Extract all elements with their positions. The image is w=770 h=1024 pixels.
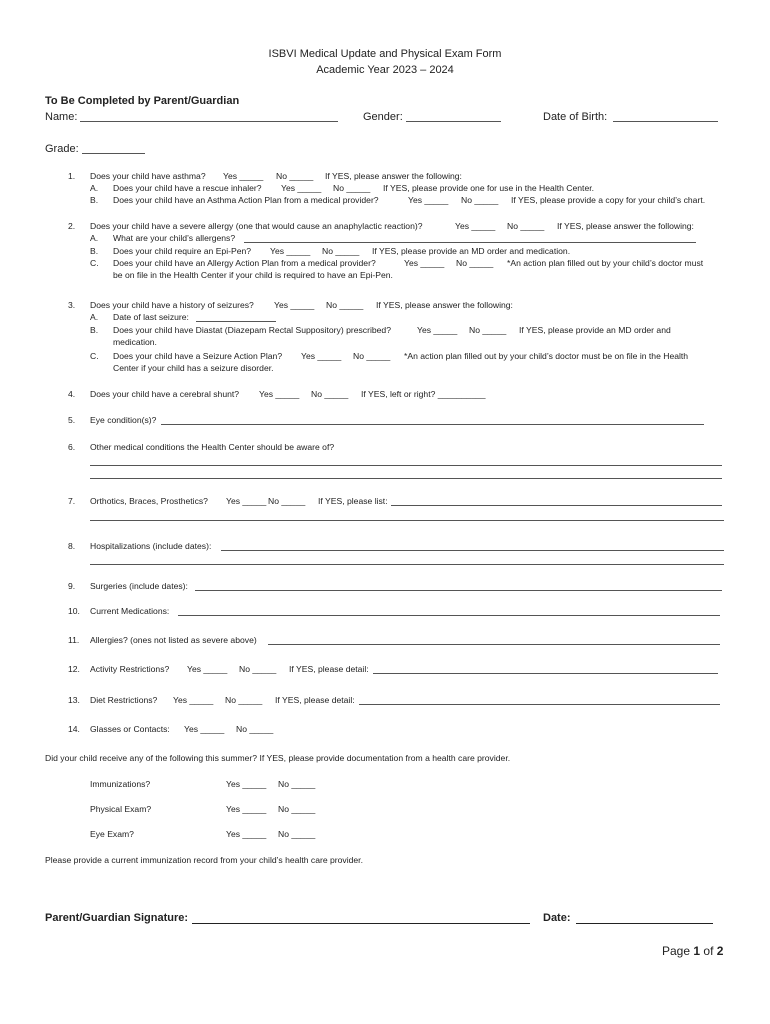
- signature-label: Parent/Guardian Signature:: [45, 912, 189, 924]
- q13-field[interactable]: [359, 704, 720, 705]
- q3-number: 3.: [68, 300, 76, 310]
- page-word: Page: [662, 944, 691, 958]
- q1b-yes[interactable]: Yes _____: [408, 195, 449, 205]
- q12-number: 12.: [68, 664, 80, 674]
- q7-ifyes: If YES, please list:: [318, 496, 388, 506]
- summer-physical-no[interactable]: No _____: [278, 804, 316, 814]
- date-field[interactable]: [576, 923, 713, 924]
- q3b-letter: B.: [90, 325, 99, 335]
- name-field[interactable]: [80, 121, 338, 122]
- q13-text: Diet Restrictions?: [90, 695, 158, 705]
- dob-label: Date of Birth:: [543, 111, 608, 123]
- q2-number: 2.: [68, 221, 76, 231]
- q2-ifyes: If YES, please answer the following:: [557, 221, 694, 231]
- summer-immunizations-no[interactable]: No _____: [278, 779, 316, 789]
- date-label: Date:: [543, 912, 571, 924]
- q13-no[interactable]: No _____: [225, 695, 263, 705]
- q2c-text: Does your child have an Allergy Action Plan from a medical provider?: [113, 258, 376, 268]
- q3c-no[interactable]: No _____: [353, 351, 391, 361]
- summer-item-immunizations: Immunizations?: [90, 779, 151, 789]
- q1-number: 1.: [68, 171, 76, 181]
- q1b-letter: B.: [90, 195, 99, 205]
- q2b-letter: B.: [90, 246, 99, 256]
- q2c-no[interactable]: No _____: [456, 258, 494, 268]
- q3a-letter: A.: [90, 312, 99, 322]
- q10-text: Current Medications:: [90, 606, 170, 616]
- page-indicator: [662, 944, 723, 958]
- name-label: Name:: [45, 111, 78, 123]
- q14-yes[interactable]: Yes _____: [184, 724, 225, 734]
- form-subtitle: Academic Year 2023 – 2024: [316, 64, 454, 76]
- q3-ifyes: If YES, please answer the following:: [376, 300, 513, 310]
- q12-ifyes: If YES, please detail:: [289, 664, 369, 674]
- summer-eye-exam-no[interactable]: No _____: [278, 829, 316, 839]
- q13-number: 13.: [68, 695, 80, 705]
- q3c-note: *An action plan filled out by your child’s doctor must be on file in the Health: [404, 351, 689, 361]
- q2c-note-cont: be on file in the Health Center if your child is required to have an Epi-Pen.: [113, 270, 393, 280]
- gender-field[interactable]: [406, 121, 501, 122]
- q3-yes[interactable]: Yes _____: [274, 300, 315, 310]
- q4-yes[interactable]: Yes _____: [259, 389, 300, 399]
- q4-no[interactable]: No _____: [311, 389, 349, 399]
- q1-yes[interactable]: Yes _____: [223, 171, 264, 181]
- grade-label: Grade:: [45, 143, 79, 155]
- page-number: 1: [693, 944, 701, 958]
- q11-field[interactable]: [268, 644, 720, 645]
- q12-text: Activity Restrictions?: [90, 664, 170, 674]
- grade-field[interactable]: [82, 153, 145, 154]
- q10-number: 10.: [68, 606, 80, 616]
- section-heading: To Be Completed by Parent/Guardian: [45, 95, 240, 107]
- q13-ifyes: If YES, please detail:: [275, 695, 355, 705]
- summer-prompt: Did your child receive any of the following this summer? If YES, please provide documentation from a health care provider.: [45, 753, 511, 763]
- q2b-no[interactable]: No _____: [322, 246, 360, 256]
- q1-ifyes: If YES, please answer the following:: [325, 171, 462, 181]
- q12-field[interactable]: [373, 673, 718, 674]
- signature-field[interactable]: [192, 923, 530, 924]
- q14-number: 14.: [68, 724, 80, 734]
- page-total: 2: [716, 944, 724, 958]
- q4-ifyes: If YES, left or right? __________: [361, 389, 486, 399]
- gender-label: Gender:: [363, 111, 403, 123]
- q1b-no[interactable]: No _____: [461, 195, 499, 205]
- q3b-cont: medication.: [113, 337, 157, 347]
- q1a-yes[interactable]: Yes _____: [281, 183, 322, 193]
- q4-text: Does your child have a cerebral shunt?: [90, 389, 240, 399]
- q1a-letter: A.: [90, 183, 99, 193]
- q12-yes[interactable]: Yes _____: [187, 664, 228, 674]
- q7-text: Orthotics, Braces, Prosthetics?: [90, 496, 208, 506]
- q1a-ifyes: If YES, please provide one for use in the Health Center.: [383, 183, 594, 193]
- q1a-no[interactable]: No _____: [333, 183, 371, 193]
- q2-no[interactable]: No _____: [507, 221, 545, 231]
- q2b-yes[interactable]: Yes _____: [270, 246, 311, 256]
- q3c-text: Does your child have a Seizure Action Plan?: [113, 351, 283, 361]
- q2-text: Does your child have a severe allergy (one that would cause an anaphylactic reaction)?: [90, 221, 423, 231]
- q2b-ifyes: If YES, please provide an MD order and medication.: [372, 246, 571, 256]
- q2c-yes[interactable]: Yes _____: [404, 258, 445, 268]
- of-word: of: [703, 944, 714, 958]
- q6-text: Other medical conditions the Health Center should be aware of?: [90, 442, 335, 452]
- q3-text: Does your child have a history of seizures?: [90, 300, 254, 310]
- q2a-letter: A.: [90, 233, 99, 243]
- q10-field[interactable]: [178, 615, 720, 616]
- q2a-field[interactable]: [244, 242, 696, 243]
- immunization-note: Please provide a current immunization record from your child’s health care provider.: [45, 855, 363, 865]
- q1b-ifyes: If YES, please provide a copy for your child’s chart.: [511, 195, 706, 205]
- q3b-ifyes: If YES, please provide an MD order and: [519, 325, 671, 335]
- q7-number: 7.: [68, 496, 76, 506]
- q2b-text: Does your child require an Epi-Pen?: [113, 246, 252, 256]
- q3c-note-cont: Center if your child has a seizure disorder.: [113, 363, 274, 373]
- q3a-text: Date of last seizure:: [113, 312, 189, 322]
- summer-eye-exam-yes[interactable]: Yes _____: [226, 829, 267, 839]
- q1b-text: Does your child have an Asthma Action Plan from a medical provider?: [113, 195, 379, 205]
- summer-item-eye-exam: Eye Exam?: [90, 829, 134, 839]
- summer-item-physical: Physical Exam?: [90, 804, 152, 814]
- q5-number: 5.: [68, 415, 76, 425]
- q14-text: Glasses or Contacts:: [90, 724, 170, 734]
- q5-text: Eye condition(s)?: [90, 415, 157, 425]
- q9-field[interactable]: [195, 590, 722, 591]
- q3c-yes[interactable]: Yes _____: [301, 351, 342, 361]
- q12-no[interactable]: No _____: [239, 664, 277, 674]
- q3-no[interactable]: No _____: [326, 300, 364, 310]
- q9-number: 9.: [68, 581, 76, 591]
- q3c-letter: C.: [90, 351, 99, 361]
- q11-number: 11.: [68, 635, 80, 645]
- q6-field-line-1[interactable]: [90, 465, 722, 466]
- q8-number: 8.: [68, 541, 76, 551]
- summer-physical-yes[interactable]: Yes _____: [226, 804, 267, 814]
- q14-no[interactable]: No _____: [236, 724, 274, 734]
- q7-field-line-2[interactable]: [90, 520, 724, 521]
- q11-text: Allergies? (ones not listed as severe above): [90, 635, 257, 645]
- summer-immunizations-yes[interactable]: Yes _____: [226, 779, 267, 789]
- q13-yes[interactable]: Yes _____: [173, 695, 214, 705]
- q7-no[interactable]: No _____: [268, 496, 306, 506]
- q3a-field[interactable]: [196, 321, 276, 322]
- q8-field-line-1[interactable]: [221, 550, 724, 551]
- q8-field-line-2[interactable]: [90, 564, 724, 565]
- q7-yes[interactable]: Yes _____: [226, 496, 267, 506]
- q6-number: 6.: [68, 442, 76, 452]
- q9-text: Surgeries (include dates):: [90, 581, 188, 591]
- form-title: ISBVI Medical Update and Physical Exam Form: [268, 48, 502, 60]
- q1-no[interactable]: No _____: [276, 171, 314, 181]
- q6-field-line-2[interactable]: [90, 478, 722, 479]
- q1-text: Does your child have asthma?: [90, 171, 206, 181]
- q4-number: 4.: [68, 389, 76, 399]
- q7-field-line-1[interactable]: [391, 505, 722, 506]
- q3b-yes[interactable]: Yes _____: [417, 325, 458, 335]
- q2c-letter: C.: [90, 258, 99, 268]
- q8-text: Hospitalizations (include dates):: [90, 541, 212, 551]
- q3b-text: Does your child have Diastat (Diazepam Rectal Suppository) prescribed?: [113, 325, 391, 335]
- q3b-no[interactable]: No _____: [469, 325, 507, 335]
- dob-field[interactable]: [613, 121, 718, 122]
- q2-yes[interactable]: Yes _____: [455, 221, 496, 231]
- q2a-text: What are your child’s allergens?: [113, 233, 236, 243]
- q5-field[interactable]: [161, 424, 704, 425]
- q1a-text: Does your child have a rescue inhaler?: [113, 183, 262, 193]
- q2c-note: *An action plan filled out by your child’s doctor must: [507, 258, 704, 268]
